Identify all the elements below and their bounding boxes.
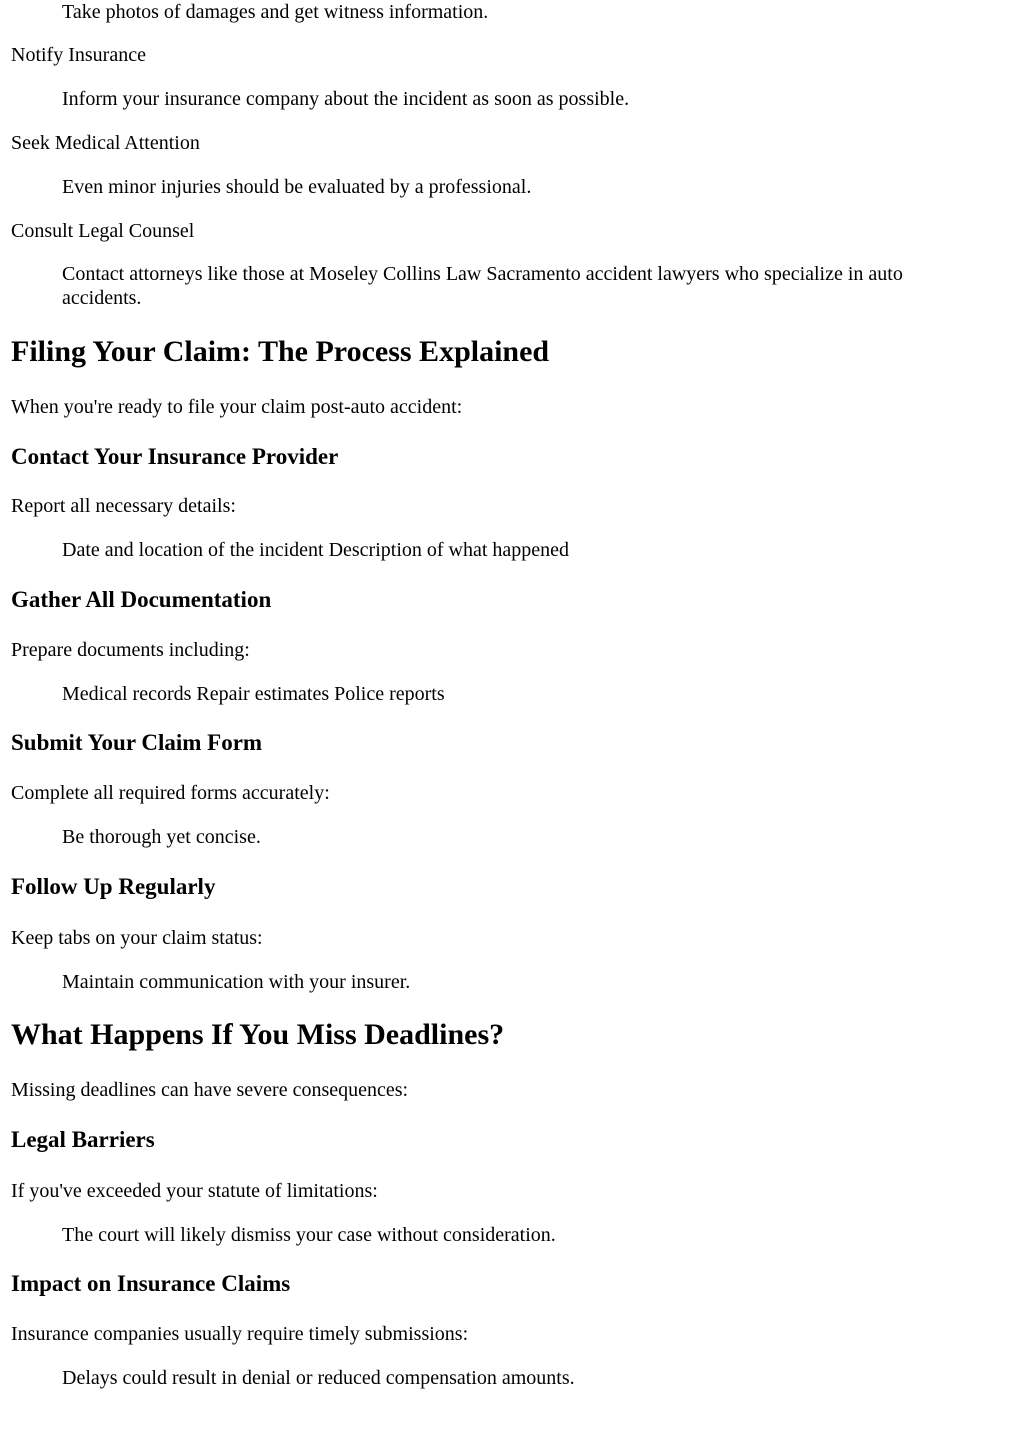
filing-intro: When you're ready to file your claim post-auto accident:: [11, 396, 463, 418]
section-intro-insurance-impact: Insurance companies usually require timely submissions:: [11, 1323, 469, 1345]
step-description-photos: Take photos of damages and get witness information.: [62, 1, 489, 23]
section-intro-submit-form: Complete all required forms accurately:: [11, 782, 330, 804]
step-description-seek-medical: Even minor injuries should be evaluated by a professional.: [62, 176, 532, 198]
deadlines-intro: Missing deadlines can have severe consequences:: [11, 1079, 409, 1101]
section-heading-contact-provider: Contact Your Insurance Provider: [11, 444, 339, 469]
deadlines-heading: What Happens If You Miss Deadlines?: [11, 1018, 505, 1051]
step-term-seek-medical: Seek Medical Attention: [11, 132, 200, 154]
section-detail-gather-docs: Medical records Repair estimates Police reports: [62, 683, 445, 705]
section-heading-insurance-impact: Impact on Insurance Claims: [11, 1271, 291, 1296]
section-intro-legal-barriers: If you've exceeded your statute of limitations:: [11, 1180, 378, 1202]
section-intro-follow-up: Keep tabs on your claim status:: [11, 927, 263, 949]
section-heading-follow-up: Follow Up Regularly: [11, 874, 216, 899]
section-detail-insurance-impact: Delays could result in denial or reduced compensation amounts.: [62, 1367, 575, 1389]
section-intro-contact-provider: Report all necessary details:: [11, 495, 236, 517]
step-term-consult-legal: Consult Legal Counsel: [11, 220, 195, 242]
step-term-notify-insurance: Notify Insurance: [11, 44, 146, 66]
section-detail-follow-up: Maintain communication with your insurer.: [62, 971, 411, 993]
section-detail-submit-form: Be thorough yet concise.: [62, 826, 261, 848]
section-heading-legal-barriers: Legal Barriers: [11, 1127, 155, 1152]
step-description-notify-insurance: Inform your insurance company about the incident as soon as possible.: [62, 88, 630, 110]
section-detail-contact-provider: Date and location of the incident Description of what happened: [62, 539, 570, 561]
step-description-consult-legal: Contact attorneys like those at Moseley Collins Law Sacramento accident lawyers who specialize in auto accidents.: [62, 263, 903, 309]
section-heading-gather-docs: Gather All Documentation: [11, 587, 272, 612]
filing-heading: Filing Your Claim: The Process Explained: [11, 335, 550, 368]
section-heading-submit-form: Submit Your Claim Form: [11, 730, 263, 755]
section-detail-legal-barriers: The court will likely dismiss your case without consideration.: [62, 1224, 556, 1246]
section-intro-gather-docs: Prepare documents including:: [11, 639, 250, 661]
